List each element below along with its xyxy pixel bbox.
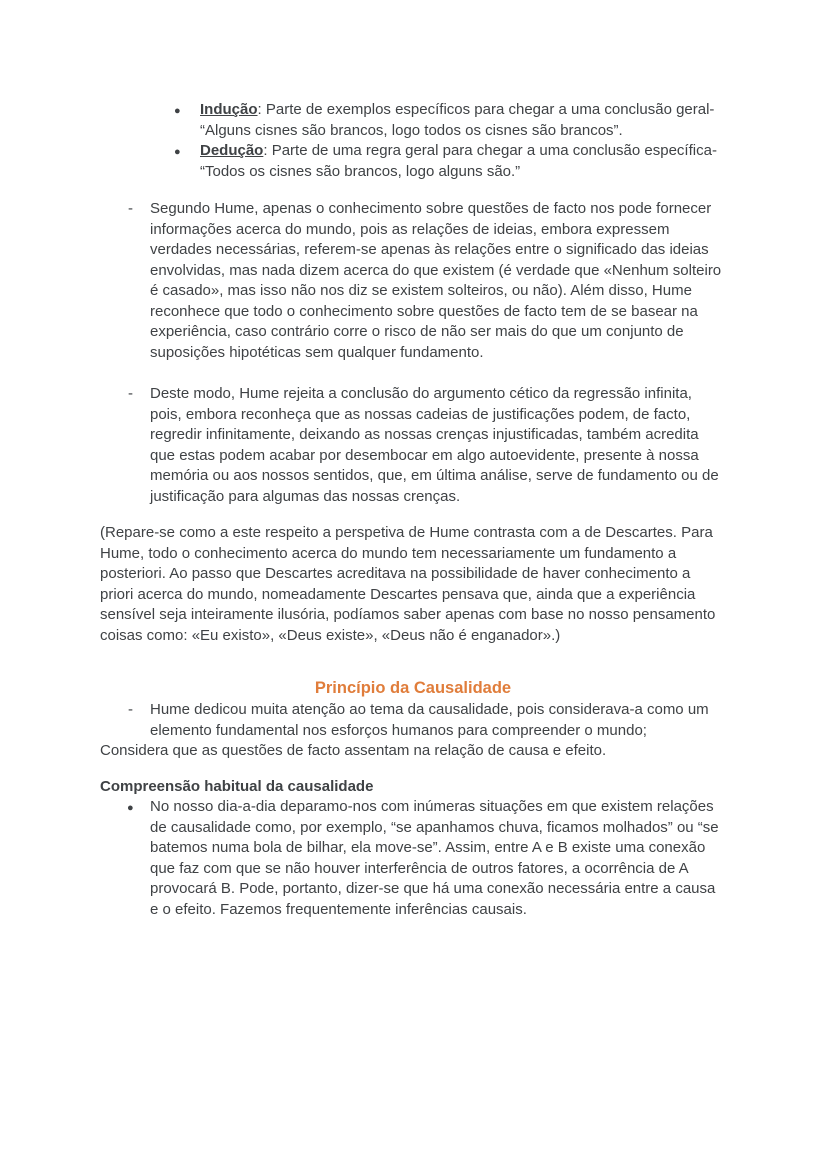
paragraph-descartes: (Repare-se como a este respeito a perspetiva de Hume contrasta com a de Descartes. Para Hume, todo o conhecimento acerca do mundo tem necessariamente um fundamento a posteriori. Ao passo que Descartes acreditava na possibilidade de haver conhecimento a priori acerca do mundo, nomeadamente Descartes pensava que, ainda que a experiência sensível seja inteiramente ilusória, podíamos saber apenas com base no nosso pensamento coisas como: «Eu existo», «Deus existe», «Deus não é enganador».)	[100, 524, 716, 644]
dash-icon: -	[128, 701, 133, 718]
term-inducao: Indução	[200, 101, 258, 118]
section-heading-principio-causalidade: Princípio da Causalidade	[314, 679, 512, 697]
bullet-inducao-rest: : Parte de exemplos específicos para chegar a uma conclusão geral- “Alguns cisnes são brancos, logo todos os cisnes são brancos”.	[200, 101, 715, 139]
subheading-compreensao-habitual: Compreensão habitual da causalidade	[100, 777, 374, 795]
list-item	[127, 797, 726, 920]
dash-icon: -	[128, 200, 133, 217]
term-deducao: Dedução	[200, 142, 264, 159]
bullet-icon: ●	[174, 105, 181, 117]
list-item	[128, 199, 726, 363]
bullet-icon: ●	[174, 146, 181, 158]
dash-icon: -	[128, 385, 133, 402]
paragraph-segundo-hume: Segundo Hume, apenas o conhecimento sobre questões de facto nos pode fornecer informações acerca do mundo, pois as relações de ideias, embora expressem verdades necessárias, referem-se apenas às relações entre o significado das ideias envolvidas, mas nada dizem acerca do que existem (é verdade que «Nenhum solteiro é casado», mas isso não nos diz se existem solteiros, ou não). Além disso, Hume reconhece que todo o conhecimento sobre questões de facto tem de se basear na experiência, caso contrário corre o risco de não ser mais do que um conjunto de suposições hipotéticas sem qualquer fundamento.	[150, 200, 722, 361]
list-item	[128, 384, 726, 507]
bullet-deducao-rest: : Parte de uma regra geral para chegar a uma conclusão específica- “Todos os cisnes são brancos, logo alguns são.”	[200, 142, 717, 180]
paragraph-deste-modo: Deste modo, Hume rejeita a conclusão do argumento cético da regressão infinita, pois, embora reconheça que as nossas cadeias de justificações podem, de facto, regredir infinitamente, deixando as nossas crenças injustificadas, também acredita que estas podem acabar por desembocar em algo autoevidente, presente à nossa memória ou aos nossos sentidos, que, em última análise, serve de fundamento ou de justificação para algumas das nossas crenças.	[150, 385, 719, 505]
line-considera: Considera que as questões de facto assentam na relação de causa e efeito.	[100, 742, 607, 759]
bullet-icon: ●	[127, 802, 134, 814]
list-item	[128, 700, 726, 741]
paragraph-dia-a-dia: No nosso dia-a-dia deparamo-nos com inúmeras situações em que existem relações de causalidade como, por exemplo, “se apanhamos chuva, ficamos molhados” ou “se batemos numa bola de bilhar, ela move-se”. Assim, entre A e B existe uma conexão que faz com que se não houver interferência de outros fatores, a ocorrência de A provocará B. Pode, portanto, dizer-se que há uma conexão necessária entre a causa e o efeito. Fazemos frequentemente inferências causais.	[150, 798, 719, 918]
bullet-deducao-text	[200, 141, 726, 182]
list-item	[174, 141, 726, 182]
list-item	[174, 100, 726, 141]
bullet-inducao-text	[200, 100, 726, 141]
paragraph-hume-dedicou: Hume dedicou muita atenção ao tema da causalidade, pois considerava-a como um elemento fundamental nos esforços humanos para compreender o mundo;	[150, 701, 709, 739]
